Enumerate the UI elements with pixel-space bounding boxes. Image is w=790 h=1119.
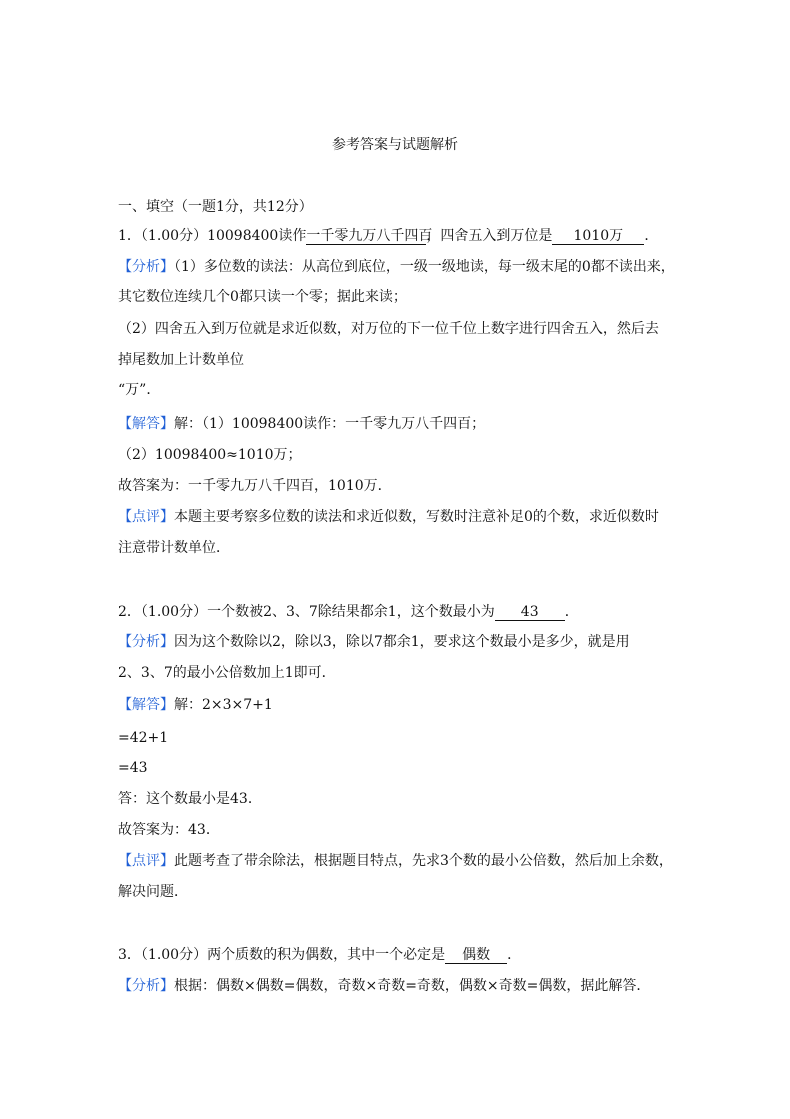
section-heading: 一、填空（一题1分，共12分） [118, 199, 313, 215]
answer-line: =42+1 [118, 730, 169, 746]
answer-blank: 1010万 [552, 228, 644, 245]
comment-line: 【点评】此题考查了带余除法，根据题目特点，先求3个数的最小公倍数，然后加上余数， [118, 853, 673, 869]
analysis-tag: 【分析】 [118, 634, 174, 650]
answer-line: 故答案为：43． [118, 822, 220, 838]
analysis-line: 其它数位连续几个0都只读一个零；据此来读； [118, 289, 407, 305]
analysis-line: 【分析】（1）多位数的读法：从高位到底位，一级一级地读，每一级末尾的0都不读出来， [118, 259, 675, 275]
analysis-line: 2、3、7的最小公倍数加上1即可． [118, 665, 336, 681]
question-3-stem: 3．（1.00分）两个质数的积为偶数，其中一个必定是 偶数 ． [118, 947, 522, 963]
answer-blank: 一千零九万八千四百 [306, 228, 433, 244]
comment-line: 解决问题． [118, 884, 188, 900]
answer-line: 故答案为：一千零九万八千四百，1010万． [118, 478, 392, 494]
comment-line: 【点评】本题主要考察多位数的读法和求近似数，写数时注意补足0的个数，求近似数时 [118, 509, 659, 525]
answer-tag: 【解答】 [118, 697, 174, 713]
answer-line: （2）10098400≈1010万； [118, 447, 302, 463]
answer-tag: 【解答】 [118, 416, 174, 432]
comment-tag: 【点评】 [118, 509, 174, 525]
question-1-stem: 1．（1.00分）10098400读作一千零九万八千四百，四舍五入到万位是 1010万 ． [118, 228, 659, 244]
analysis-line: 【分析】因为这个数除以2，除以3，除以7都余1，要求这个数最小是多少，就是用 [118, 634, 630, 650]
analysis-tag: 【分析】 [118, 259, 174, 275]
answer-line: 答：这个数最小是43． [118, 791, 262, 807]
answer-blank: 偶数 [445, 947, 507, 964]
answer-blank: 43 [495, 604, 565, 621]
question-2-stem: 2．（1.00分）一个数被2、3、7除结果都余1，这个数最小为 43 ． [118, 604, 579, 620]
page-title: 参考答案与试题解析 [332, 137, 458, 153]
analysis-line: （2）四舍五入到万位就是求近似数，对万位的下一位千位上数字进行四舍五入，然后去 [118, 321, 659, 337]
analysis-line: 【分析】根据：偶数×偶数=偶数，奇数×奇数=奇数，偶数×奇数=偶数，据此解答． [118, 978, 651, 994]
analysis-tag: 【分析】 [118, 978, 174, 994]
comment-tag: 【点评】 [118, 853, 174, 869]
analysis-line: “万”． [118, 382, 161, 398]
answer-line: 【解答】解：（1）10098400读作：一千零九万八千四百； [118, 416, 486, 432]
comment-line: 注意带计数单位． [118, 540, 230, 556]
analysis-line: 掉尾数加上计数单位 [118, 352, 244, 368]
answer-line: 【解答】解：2×3×7+1 [118, 697, 273, 713]
answer-line: =43 [118, 760, 148, 776]
